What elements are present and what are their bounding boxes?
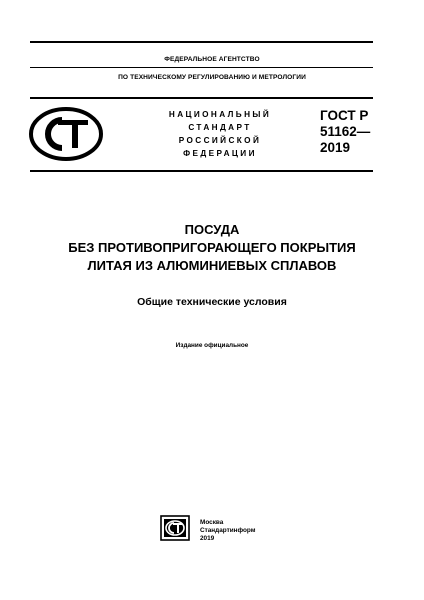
standartinform-logo-icon <box>160 515 190 541</box>
national-line: СТАНДАРТ <box>188 123 252 132</box>
title-line: ЛИТАЯ ИЗ АЛЮМИНИЕВЫХ СПЛАВОВ <box>87 258 337 273</box>
agency-divider <box>30 67 373 68</box>
header-rule <box>30 97 373 99</box>
gost-r-logo-icon <box>28 106 104 162</box>
national-line: ФЕДЕРАЦИИ <box>183 149 257 158</box>
publisher-line: 2019 <box>200 535 215 542</box>
gost-line: 2019 <box>320 140 351 155</box>
national-standard-label <box>150 108 290 160</box>
top-rule <box>30 41 373 43</box>
publisher-line: Москва <box>200 519 224 526</box>
publisher-line: Стандартинформ <box>200 527 256 534</box>
gost-line: ГОСТ Р <box>320 108 369 123</box>
national-line: РОССИЙСКОЙ <box>178 136 262 145</box>
agency-line-1: ФЕДЕРАЛЬНОЕ АГЕНТСТВО <box>164 56 260 63</box>
gost-number <box>320 108 390 156</box>
publisher-info <box>200 519 280 543</box>
standard-block-rule <box>30 170 373 172</box>
document-subtitle: Общие технические условия <box>137 296 287 308</box>
title-line: БЕЗ ПРОТИВОПРИГОРАЮЩЕГО ПОКРЫТИЯ <box>68 240 356 255</box>
document-title <box>0 221 424 275</box>
title-line: ПОСУДА <box>184 222 240 237</box>
gost-line: 51162— <box>320 124 371 139</box>
national-line: НАЦИОНАЛЬНЫЙ <box>168 110 272 119</box>
agency-line-2: ПО ТЕХНИЧЕСКОМУ РЕГУЛИРОВАНИЮ И МЕТРОЛОГИИ <box>118 74 306 81</box>
edition-label: Издание официальное <box>175 342 249 349</box>
